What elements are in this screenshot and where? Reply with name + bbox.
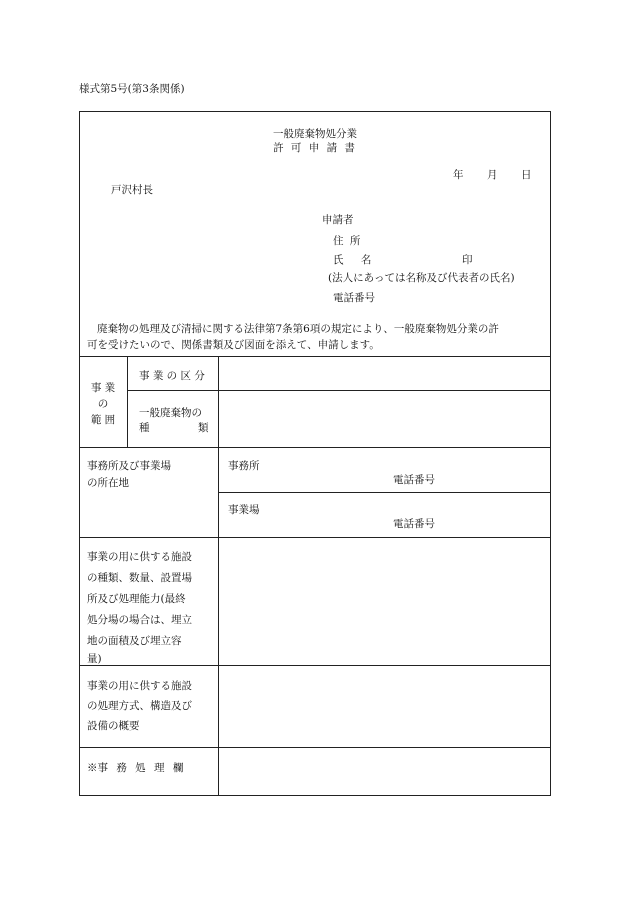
facilities-label-line: 地の面積及び埋立容 [87, 635, 182, 647]
phone-label: 電話番号 [333, 292, 375, 304]
scope-group-label-2: の [97, 398, 109, 410]
name-label: 氏 名 [333, 254, 372, 266]
scope-bottom-rule [79, 447, 551, 448]
location-bottom-rule [79, 537, 551, 538]
facilities-label-line: 所及び処理能力(最終 [87, 593, 186, 605]
facilities-bottom-rule [79, 665, 551, 666]
office-use-label: ※事 務 処 理 欄 [87, 762, 184, 774]
title-line-2: 許 可 申 請 書 [273, 142, 357, 154]
corporation-note: (法人にあっては名称及び代表者の氏名) [328, 272, 515, 284]
waste-type-label-line1: 一般廃棄物の [139, 407, 202, 419]
statement-line-2: 可を受けたいので、関係書類及び図面を添えて、申請します。 [87, 339, 380, 351]
month-label: 月 [487, 169, 498, 181]
address-label: 住 所 [333, 235, 361, 247]
method-label-line: 設備の概要 [87, 720, 140, 732]
location-label-line1: 事務所及び事業場 [87, 460, 171, 472]
scope-group-label-1: 事 業 [90, 382, 116, 394]
site-label: 事業場 [228, 504, 260, 516]
office-phone-label: 電話番号 [393, 474, 435, 486]
office-label: 事務所 [228, 460, 260, 472]
scope-row-divider [127, 390, 551, 391]
table-top-rule [79, 356, 551, 357]
facilities-label-line: 処分場の場合は、埋立 [87, 614, 192, 626]
year-label: 年 [453, 169, 464, 181]
title-line-1: 一般廃棄物処分業 [273, 128, 357, 140]
day-label: 日 [521, 169, 532, 181]
statement-line-1: 廃棄物の処理及び清掃に関する法律第7条第6項の規定により、一般廃棄物処分業の許 [97, 323, 499, 335]
method-bottom-rule [79, 747, 551, 748]
method-label-line: の処理方式、構造及び [87, 700, 192, 712]
application-form [79, 111, 551, 796]
waste-type-label-kind: 種 [139, 422, 150, 434]
waste-type-label-class: 類 [198, 422, 209, 434]
seal-mark: 印 [462, 254, 473, 266]
location-label-line2: の所在地 [87, 477, 129, 489]
form-label: 様式第5号(第3条関係) [79, 83, 185, 95]
facilities-label-line: 量) [87, 653, 102, 665]
method-label-line: 事業の用に供する施設 [87, 680, 192, 692]
facilities-label-line: 事業の用に供する施設 [87, 551, 192, 563]
scope-group-divider [127, 356, 128, 447]
label-column-divider [218, 356, 219, 796]
office-site-divider [218, 492, 551, 493]
facilities-label-line: の種類、数量、設置場 [87, 572, 192, 584]
scope-group-label-3: 範 囲 [90, 414, 116, 426]
business-category-label: 事 業 の 区 分 [139, 370, 205, 382]
addressee: 戸沢村長 [111, 184, 153, 196]
applicant-label: 申請者 [322, 214, 354, 226]
site-phone-label: 電話番号 [393, 518, 435, 530]
